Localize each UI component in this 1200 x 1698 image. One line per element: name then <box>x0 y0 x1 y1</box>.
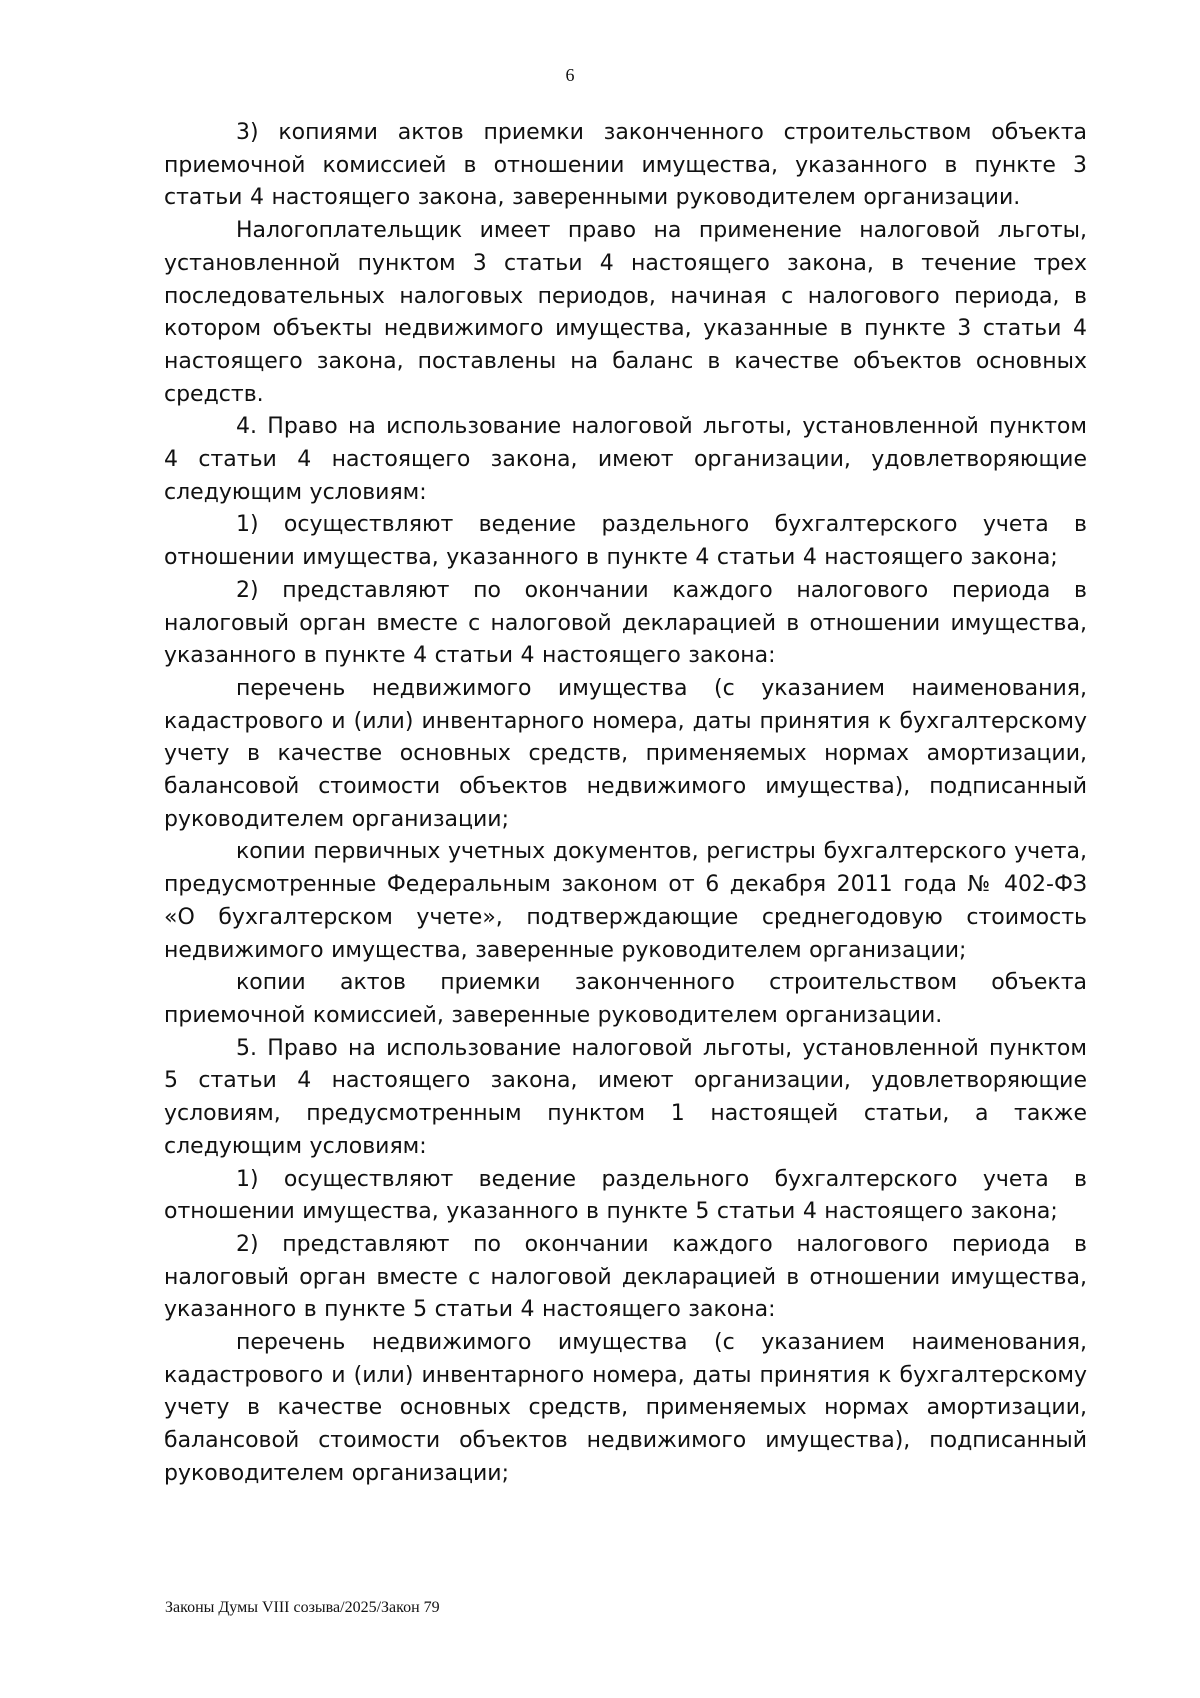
paragraph-section-4-item-2: 2) представляют по окончании каждого налогового периода в налоговый орган вместе с налоговой декларацией в отношении имущества, указанного в пункте 4 статьи 4 настоящего закона: <box>164 577 1087 669</box>
paragraph-section-4: 4. Право на использование налоговой льготы, установленной пунктом 4 статьи 4 настоящего закона, имеют организации, удовлетворяющие следующим условиям: <box>164 414 1087 505</box>
document-body <box>164 117 1087 1491</box>
page-number: 6 <box>565 65 575 85</box>
paragraph-section-4-document-copies: копии первичных учетных документов, регистры бухгалтерского учета, предусмотренные Федеральным законом от 6 декабря 2011 года № 402-ФЗ «О бухгалтерском учете», подтверждающие среднегодовую стоимость недвижимого имущества, заверенные руководителем организации; <box>164 839 1087 963</box>
paragraph-section-4-property-list: перечень недвижимого имущества (с указанием наименования, кадастрового и (или) инвентарного номера, даты принятия к бухгалтерскому учету в качестве основных средств, применяемых нормах амортизации, балансовой стоимости объектов недвижимого имущества), подписанный руководителем организации; <box>164 675 1087 832</box>
paragraph-taxpayer-right: Налогоплательщик имеет право на применение налоговой льготы, установленной пунктом 3 статьи 4 настоящего закона, в течение трех последовательных налоговых периодов, начиная с налогового периода, в котором объекты недвижимого имущества, указанные в пункте 3 статьи 4 настоящего закона, поставлены на баланс в качестве объектов основных средств. <box>164 218 1087 407</box>
paragraph-section-5: 5. Право на использование налоговой льготы, установленной пунктом 5 статьи 4 настоящего закона, имеют организации, удовлетворяющие условиям, предусмотренным пунктом 1 настоящей статьи, а также следующим условиям: <box>164 1035 1087 1159</box>
paragraph-section-5-item-1: 1) осуществляют ведение раздельного бухгалтерского учета в отношении имущества, указанного в пункте 5 статьи 4 настоящего закона; <box>164 1166 1087 1225</box>
document-footer: Законы Думы VIII созыва/2025/Закон 79 <box>165 1599 440 1616</box>
paragraph-item-3: 3) копиями актов приемки законченного строительством объекта приемочной комиссией в отношении имущества, указанного в пункте 3 статьи 4 настоящего закона, заверенными руководителем организации. <box>164 120 1087 211</box>
paragraph-section-5-item-2: 2) представляют по окончании каждого налогового периода в налоговый орган вместе с налоговой декларацией в отношении имущества, указанного в пункте 5 статьи 4 настоящего закона: <box>164 1231 1087 1323</box>
paragraph-section-5-property-list: перечень недвижимого имущества (с указанием наименования, кадастрового и (или) инвентарного номера, даты принятия к бухгалтерскому учету в качестве основных средств, применяемых нормах амортизации, балансовой стоимости объектов недвижимого имущества), подписанный руководителем организации; <box>164 1330 1087 1486</box>
paragraph-section-4-item-1: 1) осуществляют ведение раздельного бухгалтерского учета в отношении имущества, указанного в пункте 4 статьи 4 настоящего закона; <box>164 512 1087 571</box>
paragraph-section-4-acceptance-acts: копии актов приемки законченного строительством объекта приемочной комиссией, заверенные руководителем организации. <box>164 970 1087 1028</box>
